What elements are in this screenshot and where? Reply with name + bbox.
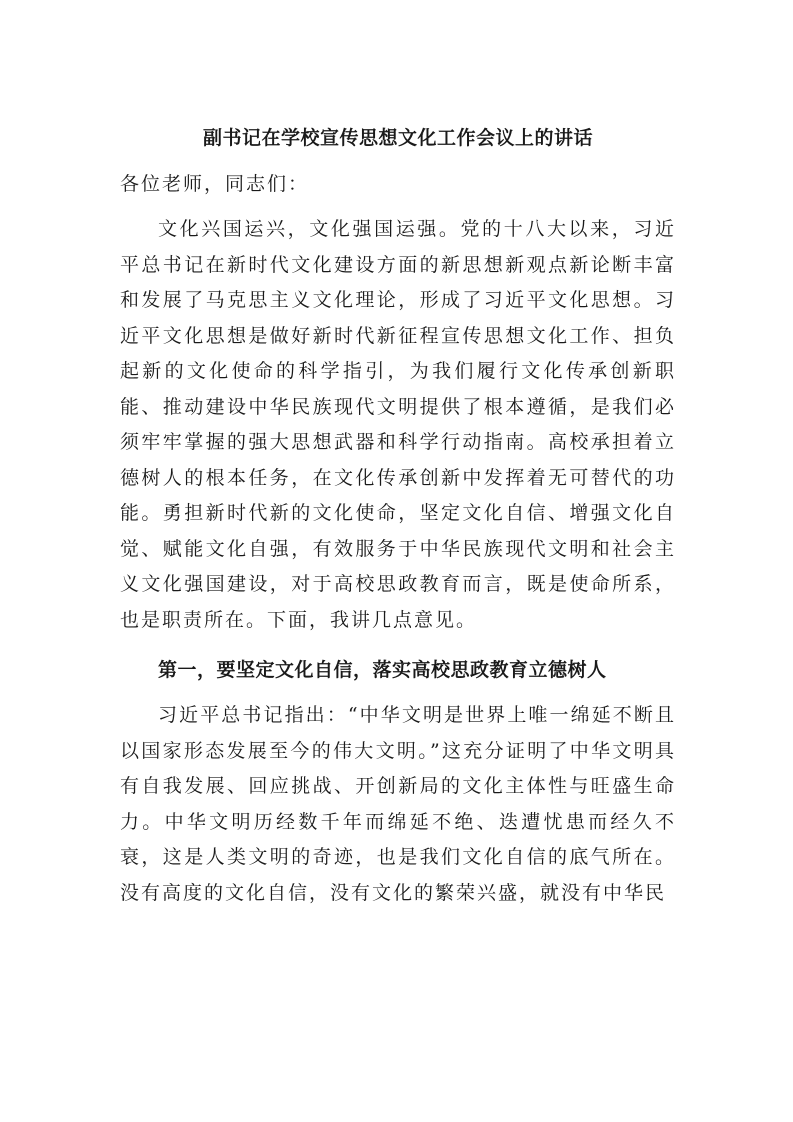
paragraph-section-1: 习近平总书记指出：“中华文明是世界上唯一绵延不断且以国家形态发展至今的伟大文明。”这充分证明了中华文明具有自我发展、回应挑战、开创新局的文化主体性与旺盛生命力。中华文明历经数千年而绵延不绝、迭遭忧患而经久不衰，这是人类文明的奇迹，也是我们文化自信的底气所在。没有高度的文化自信，没有文化的繁荣兴盛，就没有中华民	[120, 704, 676, 904]
salutation: 各位老师，同志们：	[120, 173, 310, 195]
section-heading-1: 第一，要坚定文化自信，落实高校思政教育立德树人	[158, 659, 607, 681]
paragraph-intro: 文化兴国运兴，文化强国运强。党的十八大以来，习近平总书记在新时代文化建设方面的新思想新观点新论断丰富和发展了马克思主义文化理论，形成了习近平文化思想。习近平文化思想是做好新时代新征程宣传思想文化工作、担负起新的文化使命的科学指引，为我们履行文化传承创新职能、推动建设中华民族现代文明提供了根本遵循，是我们必须牢牢掌握的强大思想武器和科学行动指南。高校承担着立德树人的根本任务，在文化传承创新中发挥着无可替代的功能。勇担新时代新的文化使命，坚定文化自信、增强文化自觉、赋能文化自强，有效服务于中华民族现代文明和社会主义文化强国建设，对于高校思政教育而言，既是使命所系，也是职责所在。下面，我讲几点意见。	[120, 218, 676, 631]
document-body	[120, 122, 676, 911]
document-title: 副书记在学校宣传思想文化工作会议上的讲话	[202, 127, 593, 149]
